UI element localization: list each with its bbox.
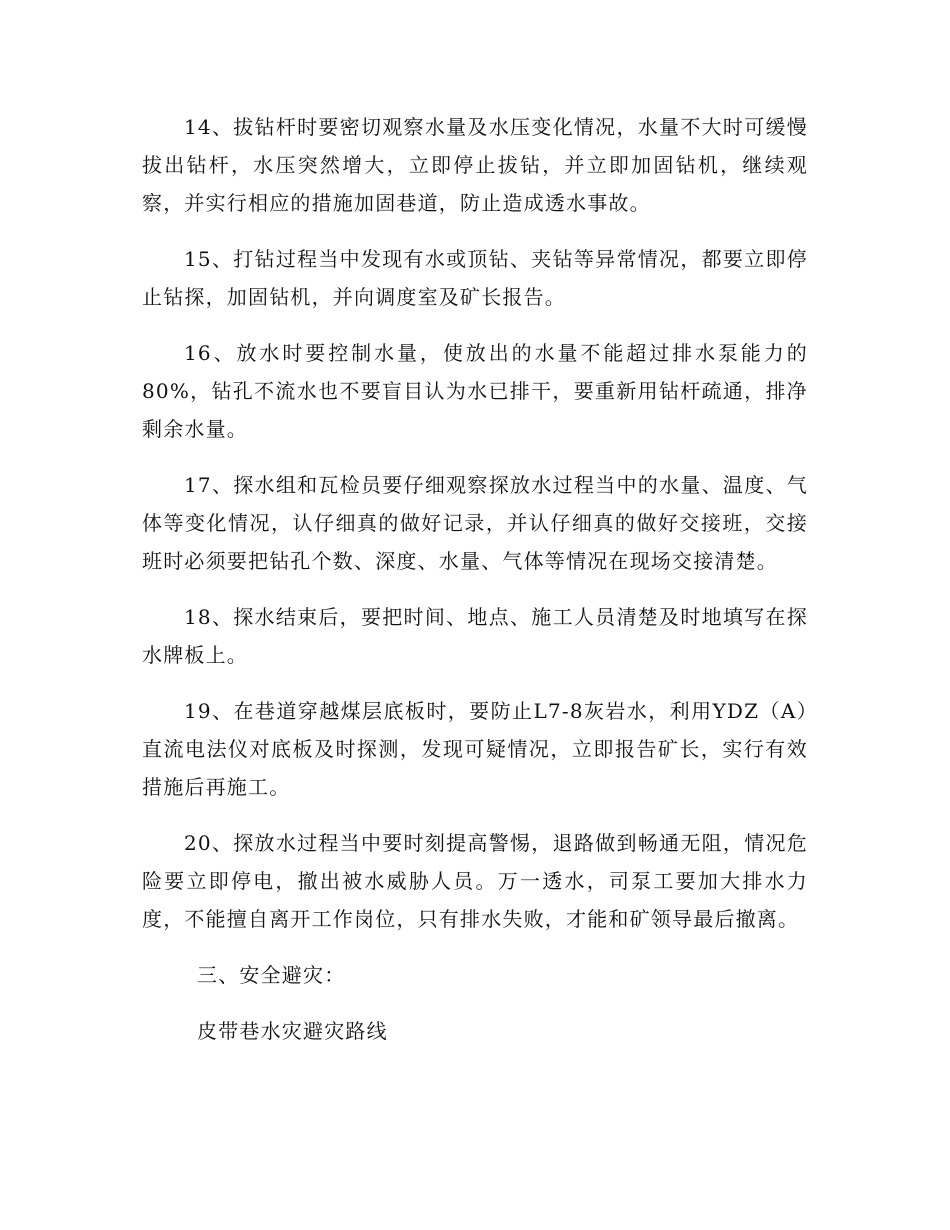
paragraph-15: 15、打钻过程当中发现有水或顶钻、夹钻等异常情况，都要立即停止钻探，加固钻机，并向调度室及矿长报告。 bbox=[142, 247, 808, 309]
paragraph-20: 20、探放水过程当中要时刻提高警惕，退路做到畅通无阻，情况危险要立即停电，撤出被水威胁人员。万一透水，司泵工要加大排水力度，不能擅自离开工作岗位，只有排水失败，才能和矿领导最后撤离。 bbox=[142, 831, 808, 931]
document-body bbox=[142, 108, 808, 1050]
paragraph-19: 19、在巷道穿越煤层底板时，要防止L7-8灰岩水，利用YDZ（A）直流电法仪对底板及时探测，发现可疑情况，立即报告矿长，实行有效措施后再施工。 bbox=[142, 699, 808, 799]
paragraph-18: 18、探水结束后，要把时间、地点、施工人员清楚及时地填写在探水牌板上。 bbox=[142, 605, 808, 667]
paragraph-17: 17、探水组和瓦检员要仔细观察探放水过程当中的水量、温度、气体等变化情况，认仔细真的做好记录，并认仔细真的做好交接班，交接班时必须要把钻孔个数、深度、水量、气体等情况在现场交接清楚。 bbox=[142, 473, 808, 573]
subheading: 皮带巷水灾避灾路线 bbox=[197, 1019, 388, 1043]
section-heading: 三、安全避灾： bbox=[197, 963, 346, 987]
paragraph-16: 16、放水时要控制水量，使放出的水量不能超过排水泵能力的80%，钻孔不流水也不要盲目认为水已排干，要重新用钻杆疏通，排净剩余水量。 bbox=[142, 341, 808, 441]
paragraph-14: 14、拔钻杆时要密切观察水量及水压变化情况，水量不大时可缓慢拔出钻杆，水压突然增大，立即停止拔钻，并立即加固钻机，继续观察，并实行相应的措施加固巷道，防止造成透水事故。 bbox=[142, 115, 808, 215]
